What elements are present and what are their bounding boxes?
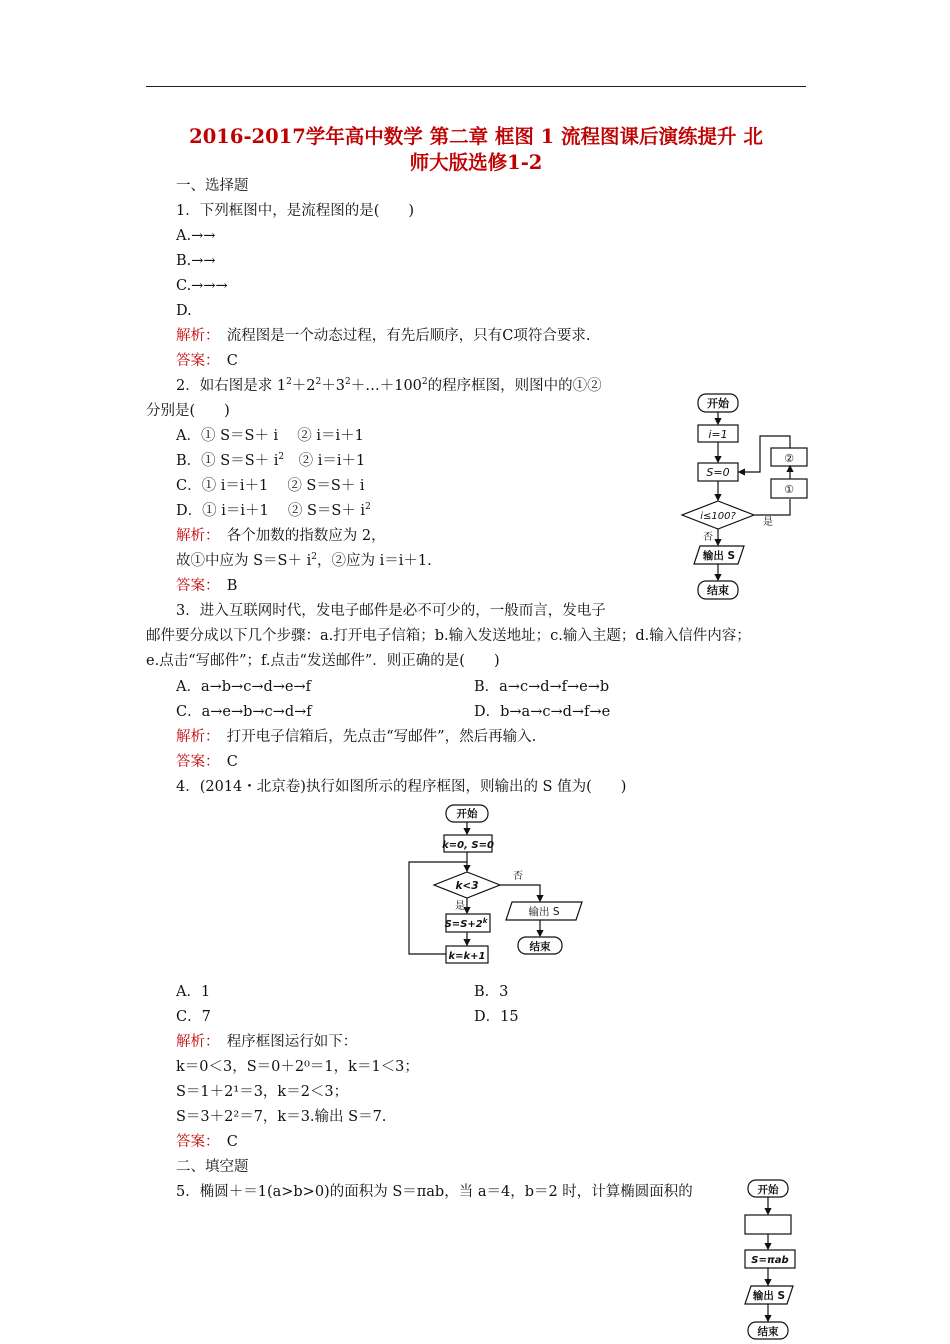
section-heading-choice: 一、选择题 [176,178,249,194]
q2-option-a: A．① S＝S＋ i ② i＝i＋1 [176,428,364,444]
q2-flow-box2: ② [784,452,794,465]
q2-stem-pre: 2．如右图是求 1 [176,378,287,394]
q5-flowchart [735,1175,815,1344]
q2-flow-start: 开始 [707,397,729,410]
q3-stem-line3: e.点击“写邮件”；f.点击“发送邮件”．则正确的是( ) [146,653,500,669]
q4-answer-text: C [226,1134,238,1150]
q2-analysis-line2: 故①中应为 $S=S+ i^2$，②应为 i＝i＋1. [176,552,432,569]
q4-step2: S＝1＋2¹＝3，k＝2＜3； [176,1084,349,1100]
q2-stem-post: 的程序框图，则图中的①② [427,378,602,394]
q3-analysis [176,727,536,747]
q4-flow-output: 输出 S [528,906,560,918]
q4-flow-assign-sup: k [482,917,488,925]
answer-label: 答案： [176,353,213,369]
q4-flow-start: 开始 [456,808,478,820]
q4-flow-init: k=0, S=0 [442,840,494,851]
q4-flow-no: 否 [513,871,523,882]
q3-answer-text: C [226,754,238,770]
q1-option-c: C.→→→ [176,278,228,294]
q4-stem: 4．(2014・北京卷)执行如图所示的程序框图，则输出的 S 值为( ) [176,779,627,795]
q2-analysis2-post: ，②应为 i＝i＋1. [316,553,432,569]
doc-title-line1: 2016-2017学年高中数学 第二章 框图 1 流程图课后演练提升 北 [189,125,763,148]
q4-option-a: A．1 [176,984,211,1000]
q4-analysis [176,1032,357,1052]
q4-flow-assign-base: S=S+2 [444,919,483,930]
q2-flow-end: 结束 [707,584,729,597]
answer-label: 答案： [176,1134,213,1150]
answer-label: 答案： [176,754,213,770]
q4-flow-yes: 是 [455,901,465,912]
analysis-label: 解析： [176,1034,213,1050]
q3-stem-line2: 邮件要分成以下几个步骤：a.打开电子信箱；b.输入发送地址；c.输入主题；d.输入信件内容； [146,628,751,644]
q4-flow-cond: k<3 [455,880,479,892]
q2-flow-init-s: S=0 [706,466,730,479]
answer-label: 答案： [176,578,213,594]
q1-analysis [176,326,590,346]
q1-stem: 1．下列框图中，是流程图的是( ) [176,203,415,219]
analysis-label: 解析： [176,328,213,344]
q2-option-d-pre: D．① i＝i＋1 ② S＝S＋ i [176,503,366,519]
q2-analysis [176,526,386,546]
q4-step1: k＝0＜3，S＝0＋2⁰＝1，k＝1＜3； [176,1059,419,1075]
analysis-label: 解析： [176,528,213,544]
q1-answer [176,351,238,371]
q4-option-d: D．15 [474,1009,519,1025]
q2-flow-output: 输出 S [702,550,736,562]
q2-analysis2-pre: 故①中应为 S＝S＋ i [176,553,312,569]
q1-option-b: B.→→ [176,253,216,269]
q2-stem-line2: 分别是( ) [146,403,230,419]
q3-option-d: D．b→a→c→d→f→e [474,704,611,720]
q2-analysis-text: 各个加数的指数应为 2， [226,528,386,544]
q4-answer [176,1132,238,1152]
q3-stem-line1: 3．进入互联网时代，发电子邮件是必不可少的，一般而言，发电子 [176,603,606,619]
q4-flow-assign [445,917,489,930]
q5-flow-output: 输出 S [752,1290,786,1302]
q2-flow-yes: 是 [763,517,773,528]
q2-flow-box1: ① [784,483,794,496]
q2-option-b-post: ② i＝i＋1 [284,453,366,469]
q5-flow-end: 结束 [757,1326,779,1338]
q3-option-a: A．a→b→c→d→e→f [176,679,311,695]
q5-flow-start: 开始 [757,1184,779,1196]
header-rule [146,86,806,87]
q4-analysis-text: 程序框图运行如下： [226,1034,358,1050]
q3-option-c: C．a→e→b→c→d→f [176,704,312,720]
q2-flow-init-i: i=1 [708,428,728,441]
doc-title-line2: 师大版选修1-2 [409,151,543,174]
q3-analysis-text: 打开电子信箱后，先点击“写邮件”，然后再输入. [226,729,537,745]
q3-option-b: B．a→c→d→f→e→b [474,679,610,695]
q4-option-c: C．7 [176,1009,211,1025]
q5-stem: 5．椭圆＋＝1(a>b>0)的面积为 S＝πab，当 a＝4，b＝2 时，计算椭圆面积的 [176,1184,693,1200]
q1-option-d: D. [176,303,192,319]
q2-answer-text: B [226,578,238,594]
q2-flow-cond: i≤100? [700,511,736,522]
q2-option-d: D．① i＝i＋1 ② $S=S+ i^2$ [176,502,371,519]
q2-option-c: C．① i＝i＋1 ② S＝S＋ i [176,478,365,494]
q2-option-b-pre: B．① S＝S＋ i [176,453,279,469]
q2-flowchart [670,388,830,603]
q2-answer [176,576,237,596]
q4-flow-incr: k=k+1 [448,951,486,962]
q4-flowchart [400,800,600,972]
section-heading-fill: 二、填空题 [176,1159,249,1175]
q1-option-a: A.→→ [176,228,216,244]
q1-answer-text: C [226,353,238,369]
q2-stem: 2．如右图是求 $1^2+2^2+3^2+\dots+100^2$的程序框图，则图中的①② [176,377,602,394]
q4-step3: S＝3＋2²＝7，k＝3.输出 S＝7. [176,1109,387,1125]
q4-option-b: B．3 [474,984,509,1000]
q2-flow-no: 否 [703,532,713,543]
q1-analysis-text: 流程图是一个动态过程，有先后顺序，只有C项符合要求. [226,328,591,344]
q2-option-b: B．① $S=S+ i^2$ ② i＝i＋1 [176,452,366,469]
q3-answer [176,752,238,772]
q4-flow-end: 结束 [529,941,551,953]
q5-flow-assign: S=πab [751,1255,789,1266]
analysis-label: 解析： [176,729,213,745]
